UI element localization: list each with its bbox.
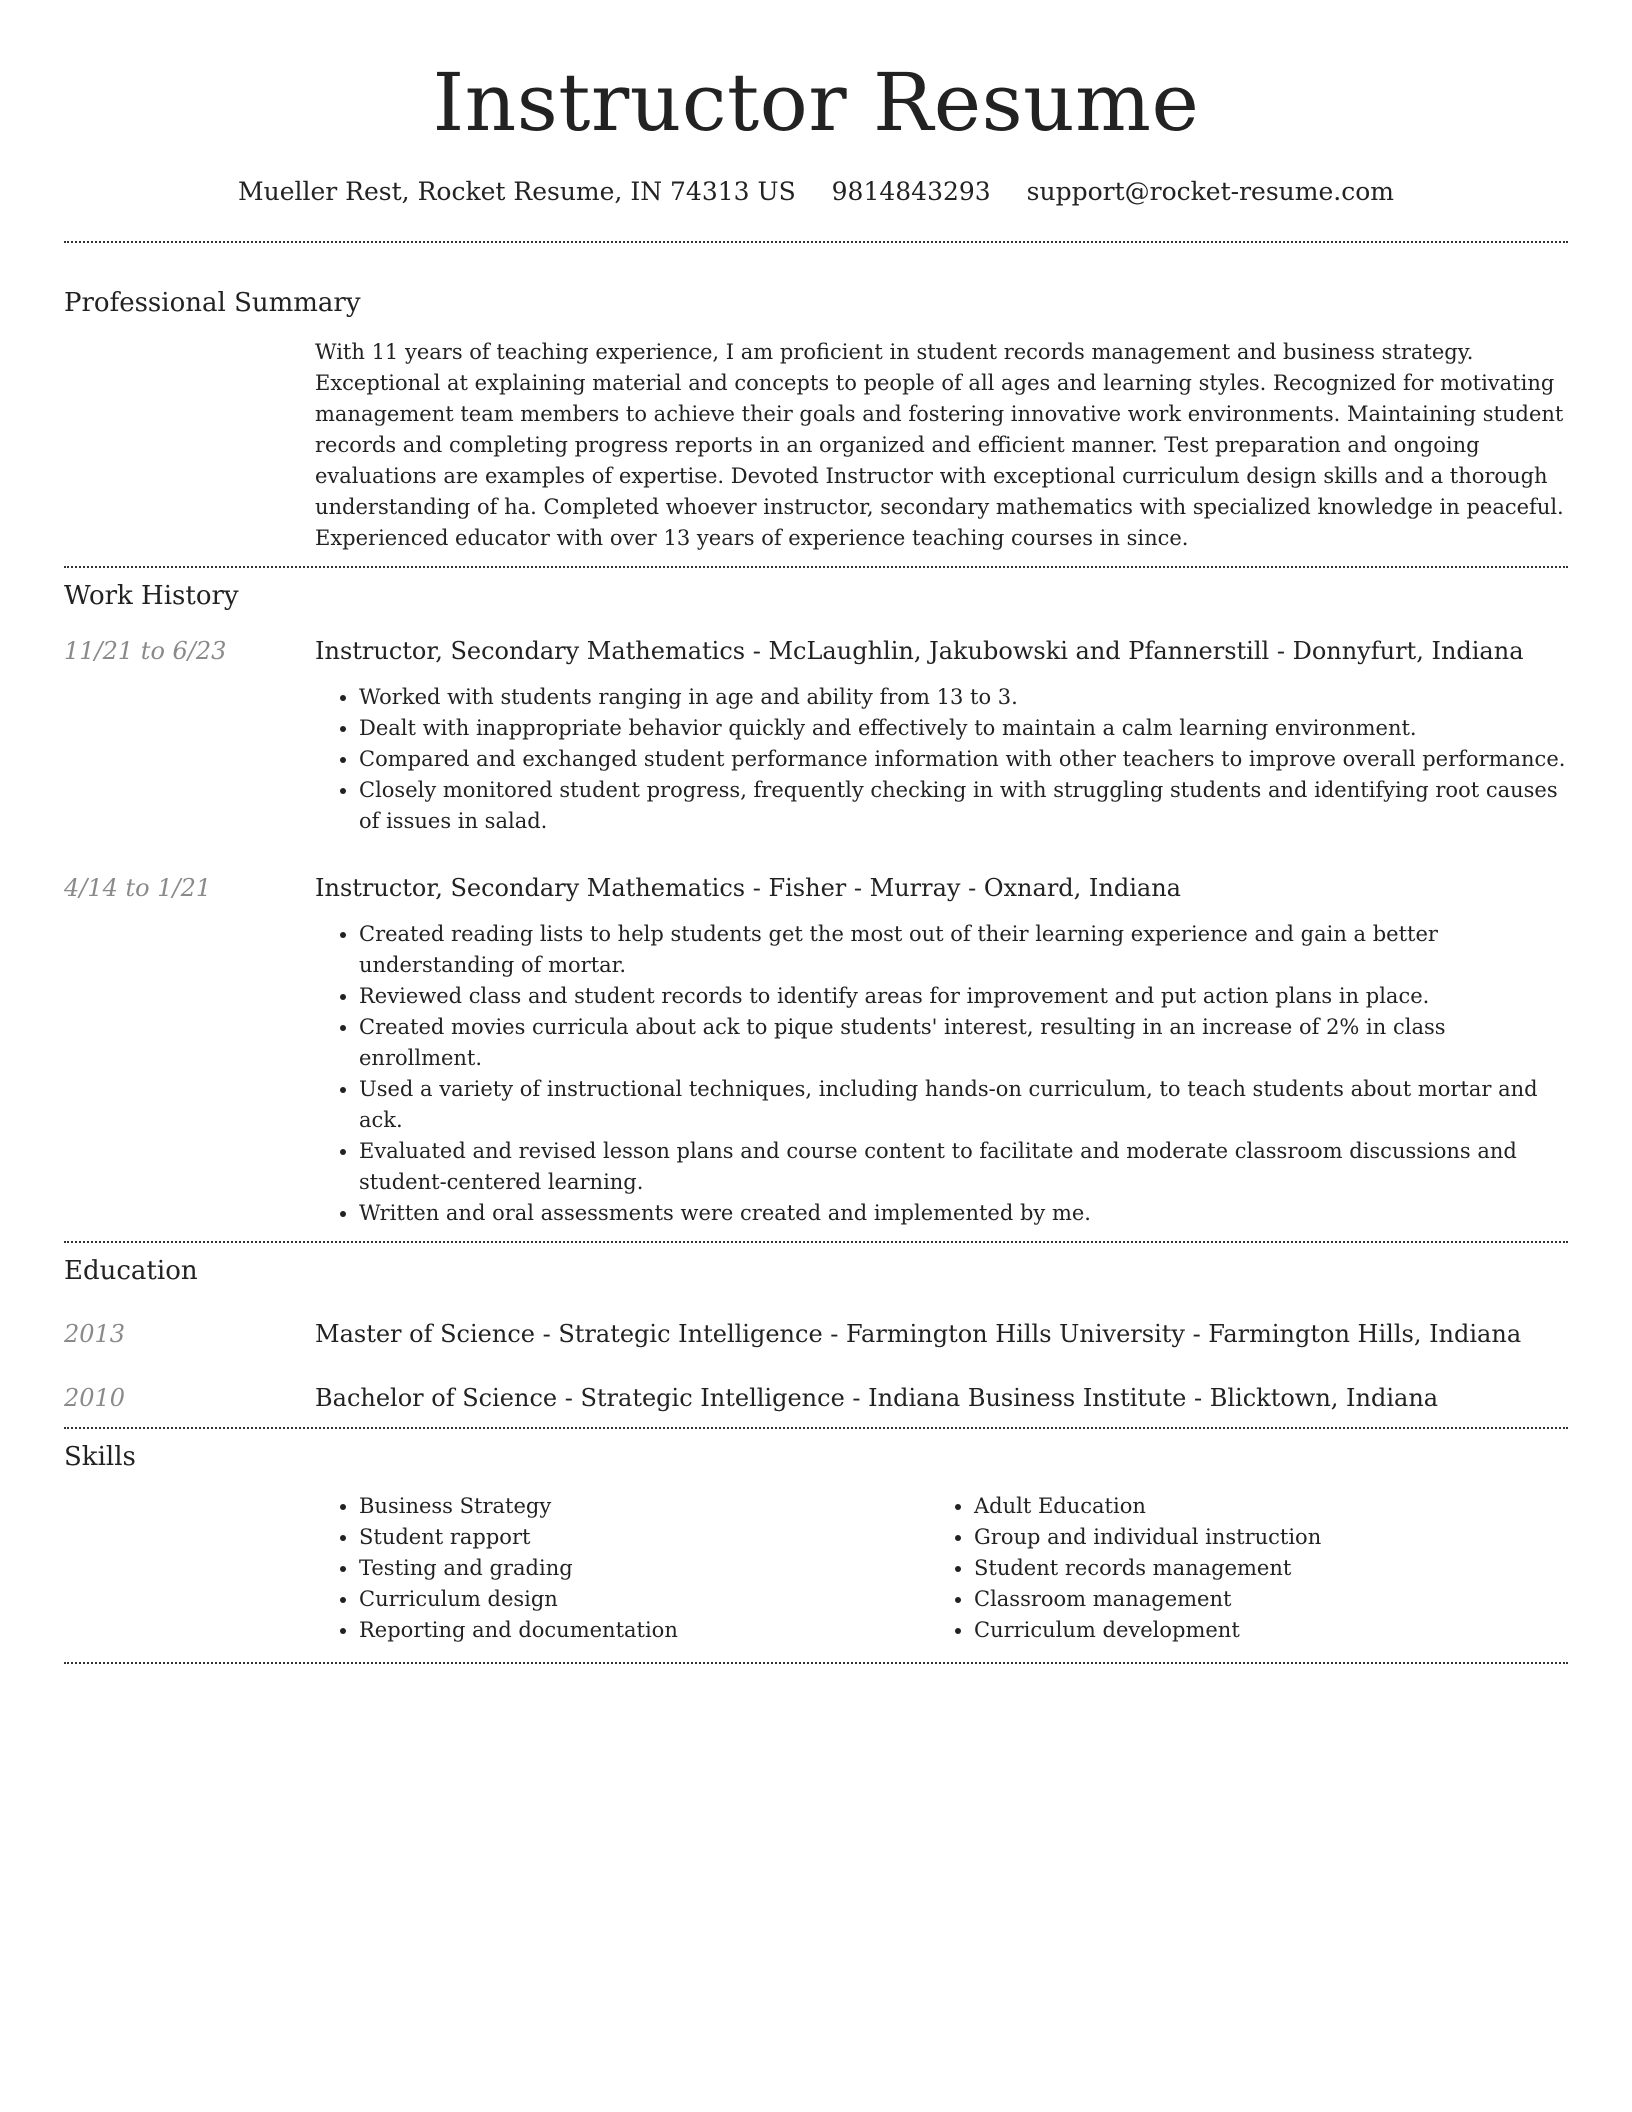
job-bullet: • Dealt with inappropriate behavior quickly and effectively to maintain a calm learning environment. [359, 713, 1568, 744]
header-divider [64, 241, 1568, 243]
contact-info [64, 175, 1568, 209]
resume-title: Instructor Resume [432, 56, 1200, 149]
skills-list [315, 1491, 1568, 1646]
education-heading: Master of Science - Strategic Intelligence - Farmington Hills University - Farmington Hills, Indiana [315, 1320, 1522, 1348]
job-bullet: • Worked with students ranging in age and ability from 13 to 3. [359, 682, 1568, 713]
job-bullet: • Reviewed class and student records to identify areas for improvement and put action plans in place. [359, 981, 1568, 1012]
job-bullet: • Written and oral assessments were created and implemented by me. [359, 1198, 1568, 1229]
skill-item: • Curriculum development [974, 1615, 1568, 1646]
skill-item: • Reporting and documentation [359, 1615, 930, 1646]
job-heading: Instructor, Secondary Mathematics - McLaughlin, Jakubowski and Pfannerstill - Donnyfurt, Indiana [315, 637, 1524, 665]
skills-column-right [930, 1491, 1568, 1646]
education-year: 2010 [64, 1384, 126, 1412]
contact-address: Mueller Rest, Rocket Resume, IN 74313 US [238, 177, 796, 206]
contact-email: support@rocket-resume.com [1026, 177, 1394, 206]
resume-page [64, 0, 1568, 1664]
education-section-title: Education [64, 1256, 198, 1286]
job-dates: 11/21 to 6/23 [64, 637, 227, 665]
job-entry [64, 871, 1568, 905]
education-entry [64, 1381, 1568, 1415]
skills-divider [64, 1662, 1568, 1664]
work-history-section-title: Work History [64, 581, 239, 611]
job-bullet: • Closely monitored student progress, frequently checking in with struggling students and identifying root causes of issues in salad. [359, 775, 1568, 837]
skill-item: • Adult Education [974, 1491, 1568, 1522]
job-bullet: • Created reading lists to help students get the most out of their learning experience and gain a better understanding of mortar. [359, 919, 1568, 981]
summary-text: With 11 years of teaching experience, I am proficient in student records management and business strategy. Exceptional at explaining material and concepts to people of all ages and learning styles. Recognized for motivating management team members to achieve their goals and fostering innovative work environments. Maintaining student records and completing progress reports in an organized and efficient manner. Test preparation and ongoing evaluations are examples of expertise. Devoted Instructor with exceptional curriculum design skills and a thorough understanding of ha. Completed whoever instructor, secondary mathematics with specialized knowledge in peaceful. Experienced educator with over 13 years of experience teaching courses in since. [315, 340, 1564, 550]
summary-section-title: Professional Summary [64, 288, 361, 318]
summary-divider [64, 566, 1568, 568]
job-bullet: • Created movies curricula about ack to pique students' interest, resulting in an increase of 2% in class enrollment. [359, 1012, 1568, 1074]
skill-item: • Business Strategy [359, 1491, 930, 1522]
job-dates: 4/14 to 1/21 [64, 874, 212, 902]
skills-section-title: Skills [64, 1442, 136, 1472]
skills-column-left [315, 1491, 930, 1646]
job-heading: Instructor, Secondary Mathematics - Fisher - Murray - Oxnard, Indiana [315, 874, 1181, 902]
work-divider [64, 1241, 1568, 1243]
job-bullet: • Compared and exchanged student performance information with other teachers to improve overall performance. [359, 744, 1568, 775]
job-bullet: • Used a variety of instructional techniques, including hands-on curriculum, to teach students about mortar and ack. [359, 1074, 1568, 1136]
skill-item: • Curriculum design [359, 1584, 930, 1615]
skill-item: • Classroom management [974, 1584, 1568, 1615]
skill-item: • Student rapport [359, 1522, 930, 1553]
job-bullets [315, 682, 1568, 837]
education-divider [64, 1427, 1568, 1429]
education-year: 2013 [64, 1320, 126, 1348]
education-entry [64, 1317, 1568, 1351]
education-heading: Bachelor of Science - Strategic Intelligence - Indiana Business Institute - Blicktown, Indiana [315, 1384, 1439, 1412]
contact-phone: 9814843293 [831, 177, 991, 206]
skill-item: • Group and individual instruction [974, 1522, 1568, 1553]
job-bullets [315, 919, 1568, 1229]
job-bullet: • Evaluated and revised lesson plans and course content to facilitate and moderate classroom discussions and student-centered learning. [359, 1136, 1568, 1198]
skill-item: • Testing and grading [359, 1553, 930, 1584]
skill-item: • Student records management [974, 1553, 1568, 1584]
job-entry [64, 634, 1568, 668]
